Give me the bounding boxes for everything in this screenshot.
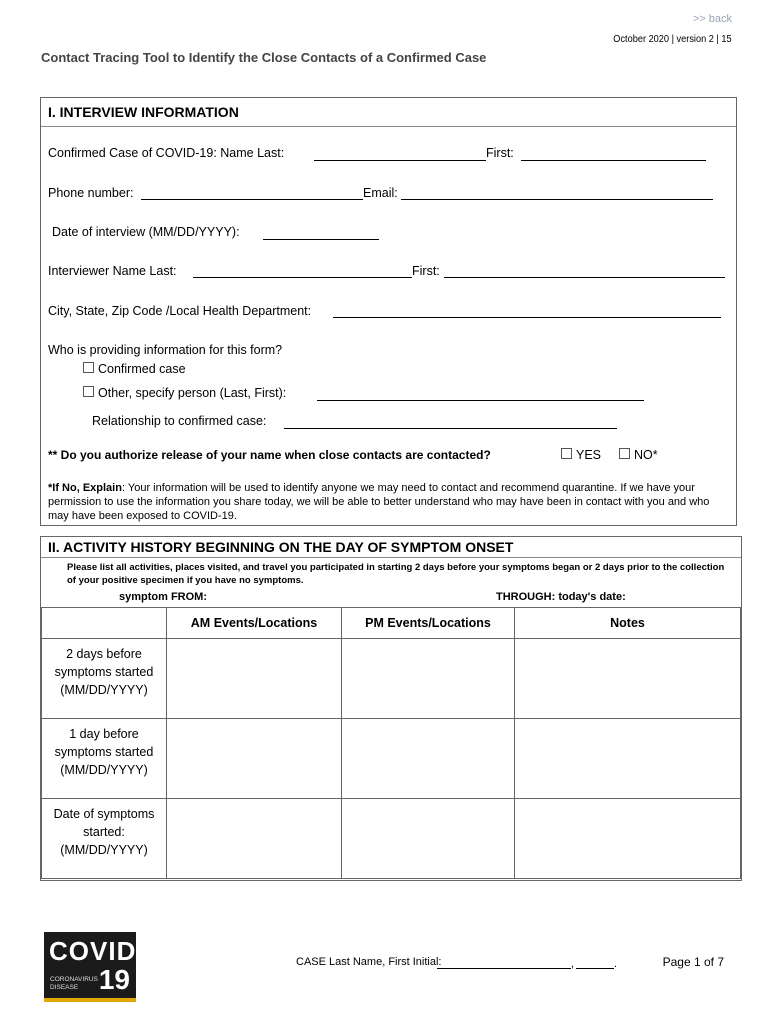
interviewer-first-field[interactable] xyxy=(444,277,725,278)
case-footer-initial-field[interactable] xyxy=(576,968,614,969)
explain-body: : Your information will be used to identify anyone we may need to contact and recommend quarantine. If we have your permission to use the information you share today, we will be able to better understand who may have been in contact with you and who may have been exposed to COVID-19. xyxy=(48,482,710,522)
relationship-field[interactable] xyxy=(284,428,617,429)
other-person-field[interactable] xyxy=(317,400,644,401)
row-label-line: symptoms started xyxy=(54,745,154,759)
email-field[interactable] xyxy=(401,199,713,200)
row-label-line: Date of symptoms xyxy=(53,807,155,821)
interviewer-last-field[interactable] xyxy=(193,277,412,278)
option-other[interactable] xyxy=(83,386,286,400)
document-title: Contact Tracing Tool to Identify the Close Contacts of a Confirmed Case xyxy=(41,50,487,65)
case-last-name-field[interactable] xyxy=(314,160,486,161)
city-field[interactable] xyxy=(333,317,721,318)
case-first-name-field[interactable] xyxy=(521,160,706,161)
activity-table xyxy=(41,607,741,879)
checkbox-yes[interactable] xyxy=(561,448,572,459)
column-header xyxy=(42,608,167,639)
column-header: PM Events/Locations xyxy=(342,608,515,639)
email-label: Email: xyxy=(363,186,398,200)
table-header-row xyxy=(42,608,741,639)
logo-sub-line: CORONAVIRUS xyxy=(50,976,98,983)
no-label: NO* xyxy=(634,448,658,462)
am-cell[interactable] xyxy=(167,799,342,879)
case-name-label: Confirmed Case of COVID-19: Name Last: xyxy=(48,146,285,160)
checkbox-other[interactable] xyxy=(83,386,94,397)
covid19-logo xyxy=(44,932,136,1002)
explain-text xyxy=(48,481,723,523)
table-row xyxy=(42,799,741,879)
date-field[interactable] xyxy=(263,239,379,240)
row-label xyxy=(42,639,167,719)
case-first-label: First: xyxy=(486,146,514,160)
page-number: Page 1 of 7 xyxy=(662,955,724,969)
row-label-line: started: xyxy=(83,825,125,839)
symptom-from-label: symptom FROM: xyxy=(119,591,207,603)
table-row xyxy=(42,639,741,719)
column-header: Notes xyxy=(515,608,741,639)
logo-covid-text: COVID xyxy=(49,936,137,966)
option-confirmed-label: Confirmed case xyxy=(98,362,186,376)
phone-field[interactable] xyxy=(141,199,363,200)
back-link[interactable]: >> back xyxy=(692,13,732,25)
pm-cell[interactable] xyxy=(342,719,515,799)
interviewer-first-label: First: xyxy=(412,264,440,278)
city-label: City, State, Zip Code /Local Health Department: xyxy=(48,304,312,318)
interview-section xyxy=(40,97,737,526)
divider xyxy=(41,126,736,127)
activity-section xyxy=(40,536,742,881)
pm-cell[interactable] xyxy=(342,639,515,719)
column-header: AM Events/Locations xyxy=(167,608,342,639)
row-label-line: (MM/DD/YYYY) xyxy=(60,843,148,857)
row-label xyxy=(42,799,167,879)
through-label: THROUGH: today's date: xyxy=(496,591,626,603)
comma: , xyxy=(571,958,575,970)
date-label: Date of interview (MM/DD/YYYY): xyxy=(52,225,240,239)
relationship-label: Relationship to confirmed case: xyxy=(92,414,267,428)
section-heading-interview: I. INTERVIEW INFORMATION xyxy=(48,104,239,120)
option-other-label: Other, specify person (Last, First): xyxy=(98,386,287,400)
interviewer-label: Interviewer Name Last: xyxy=(48,264,177,278)
option-yes[interactable] xyxy=(561,448,601,462)
activity-heading-bar xyxy=(41,537,741,558)
option-no[interactable] xyxy=(619,448,658,462)
checkbox-no[interactable] xyxy=(619,448,630,459)
section-heading-activity: II. ACTIVITY HISTORY BEGINNING ON THE DAY OF SYMPTOM ONSET xyxy=(48,539,514,555)
activity-instructions: Please list all activities, places visited, and travel you participated in starting 2 days before your symptoms began or 2 days prior to the collection of your positive specimen if you have no symptoms. xyxy=(67,562,725,586)
pm-cell[interactable] xyxy=(342,799,515,879)
authorize-question: ** Do you authorize release of your name when close contacts are contacted? xyxy=(48,448,491,462)
period: . xyxy=(614,958,618,970)
checkbox-confirmed[interactable] xyxy=(83,362,94,373)
case-footer-last-field[interactable] xyxy=(437,968,571,969)
table-row xyxy=(42,719,741,799)
row-label-line: 2 days before xyxy=(66,647,142,661)
am-cell[interactable] xyxy=(167,639,342,719)
row-label-line: symptoms started xyxy=(54,665,154,679)
row-label-line: 1 day before xyxy=(69,727,139,741)
row-label xyxy=(42,719,167,799)
am-cell[interactable] xyxy=(167,719,342,799)
phone-label: Phone number: xyxy=(48,186,134,200)
who-label: Who is providing information for this form? xyxy=(48,343,283,357)
explain-heading: *If No, Explain xyxy=(48,482,122,494)
yes-label: YES xyxy=(576,448,602,462)
case-name-footer-label: CASE Last Name, First Initial: xyxy=(296,956,442,968)
version-info: October 2020 | version 2 | 15 xyxy=(613,34,732,45)
option-confirmed-case[interactable] xyxy=(83,362,186,376)
logo-sub-line: DISEASE xyxy=(50,984,79,991)
logo-19-text: 19 xyxy=(98,964,130,995)
logo-subtext xyxy=(50,976,98,992)
notes-cell[interactable] xyxy=(515,719,741,799)
notes-cell[interactable] xyxy=(515,799,741,879)
notes-cell[interactable] xyxy=(515,639,741,719)
row-label-line: (MM/DD/YYYY) xyxy=(60,683,148,697)
row-label-line: (MM/DD/YYYY) xyxy=(60,763,148,777)
